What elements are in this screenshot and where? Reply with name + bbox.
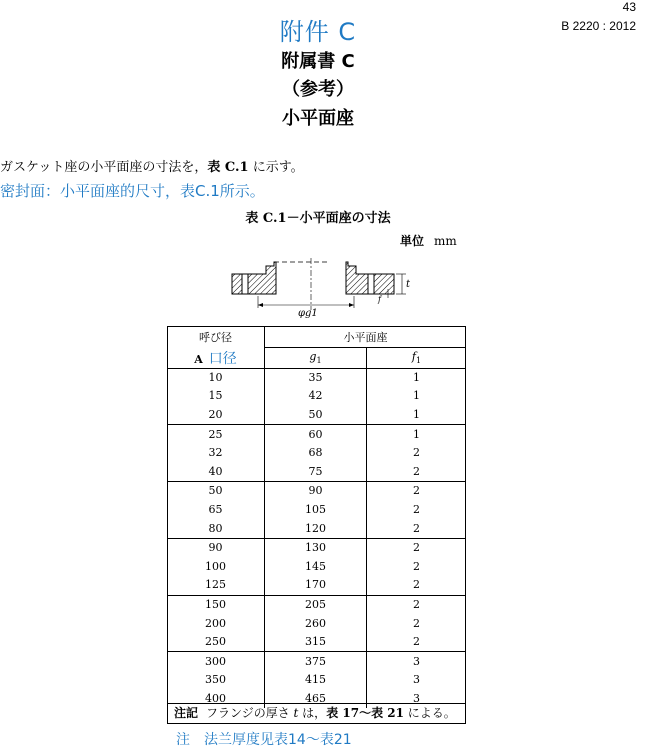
- table-row: [167, 595, 466, 614]
- g1-value-cell: 130: [265, 538, 367, 557]
- table-row: [167, 462, 466, 481]
- table-row: [167, 519, 466, 538]
- g1-value-cell: 75: [265, 462, 367, 481]
- intro-table-ref: 表 C.1: [207, 160, 249, 175]
- header-nominal: 呼び径: [167, 326, 265, 348]
- header-f1: $f_1$: [367, 348, 467, 369]
- f1-value-cell: 3: [413, 673, 420, 687]
- g1-value-cell: 120: [265, 519, 367, 538]
- f1-value-cell: 1: [413, 407, 420, 421]
- f1-value-cell: 2: [413, 635, 420, 649]
- nominal-size-cell: 100: [167, 557, 265, 576]
- g1-value-cell: 90: [265, 482, 367, 501]
- nominal-size-cell: 20: [167, 406, 265, 425]
- table-row: [167, 444, 466, 463]
- note-translation: 注 法兰厚度见表14～表21: [176, 732, 352, 748]
- note-label: 注記: [174, 706, 199, 720]
- f1-value-cell: 1: [413, 370, 420, 384]
- f1-value-cell: 2: [413, 446, 420, 460]
- f1-value-cell: 3: [367, 652, 467, 671]
- g1-value-cell: 42: [265, 387, 367, 406]
- nominal-size-cell: 250: [167, 633, 265, 652]
- nominal-size-cell: 40: [167, 462, 265, 481]
- unit-note: [400, 232, 457, 249]
- f1-value-cell: 2: [367, 538, 467, 557]
- section-title: 小平面座: [282, 108, 354, 129]
- intro-text-end: に示す。: [248, 160, 304, 175]
- figure-dimension-label: φg1: [298, 308, 318, 319]
- table-row: [167, 482, 466, 501]
- note-table-ref: 表 17～表 21: [326, 706, 404, 720]
- f1-value-cell: 2: [413, 559, 420, 573]
- svg-text:f: f: [378, 295, 381, 304]
- nominal-size-cell: 25: [167, 425, 265, 444]
- f1-value-cell: 2: [413, 521, 420, 535]
- table-row: [167, 576, 466, 595]
- unit-value: mm: [434, 234, 457, 248]
- f1-value-cell: 2: [367, 595, 467, 614]
- g1-value-cell: 50: [265, 406, 367, 425]
- table-body: [167, 368, 466, 708]
- g1-value-cell: 60: [265, 425, 367, 444]
- f1-value-cell: 3: [413, 691, 420, 705]
- nominal-size-cell: 80: [167, 519, 265, 538]
- g1-value-cell: 465: [265, 690, 367, 709]
- g1-value-cell: 105: [265, 501, 367, 520]
- note-text-end: による。: [403, 706, 456, 720]
- header-g1: $g_1$: [265, 348, 367, 369]
- nominal-size-cell: 150: [167, 595, 265, 614]
- header-group: 小平面座: [265, 326, 467, 348]
- g1-value-cell: 145: [265, 557, 367, 576]
- f1-value-cell: 2: [413, 464, 420, 478]
- annex-title-translation: 附件 C: [279, 18, 357, 46]
- f1-value-cell: 2: [367, 482, 467, 501]
- table-row: [167, 368, 466, 387]
- header-nominal-translation: 口径: [208, 350, 237, 367]
- table-row: [167, 406, 466, 425]
- nominal-size-cell: 350: [167, 671, 265, 690]
- table-row: [167, 614, 466, 633]
- annex-title: 附属書 C: [281, 51, 355, 72]
- nominal-size-cell: 10: [167, 368, 265, 387]
- nominal-size-cell: 90: [167, 538, 265, 557]
- table-title: 表 C.1－小平面座の寸法: [245, 211, 391, 226]
- f1-value-cell: 2: [413, 616, 420, 630]
- nominal-size-cell: 50: [167, 482, 265, 501]
- g1-value-cell: 375: [265, 652, 367, 671]
- dimension-table: [167, 326, 466, 708]
- g1-value-cell: 170: [265, 576, 367, 595]
- note-variable: t: [293, 706, 299, 720]
- g1-value-cell: 415: [265, 671, 367, 690]
- g1-value-cell: 205: [265, 595, 367, 614]
- g1-value-cell: 68: [265, 444, 367, 463]
- header-nominal-sub: A: [194, 352, 203, 366]
- g1-value-cell: 260: [265, 614, 367, 633]
- page-number: 43: [622, 0, 636, 14]
- header-nominal-sub-cell: [167, 348, 265, 369]
- f1-value-cell: 1: [367, 425, 467, 444]
- intro-translation: 密封面：小平面座的尺寸，表C.1所示。: [0, 182, 265, 200]
- svg-text:t: t: [406, 279, 411, 290]
- table-row: [167, 671, 466, 690]
- g1-value-cell: 35: [265, 368, 367, 387]
- intro-paragraph: [0, 156, 304, 175]
- note-text-start: フランジの厚さ: [206, 706, 294, 720]
- standard-number: B 2220 : 2012: [561, 19, 636, 33]
- table-note: [167, 703, 466, 724]
- nominal-size-cell: 200: [167, 614, 265, 633]
- table-row: [167, 538, 466, 557]
- nominal-size-cell: 32: [167, 444, 265, 463]
- raised-face-figure: [228, 258, 428, 320]
- nominal-size-cell: 300: [167, 652, 265, 671]
- nominal-size-cell: 400: [167, 690, 265, 709]
- nominal-size-cell: 15: [167, 387, 265, 406]
- table-row: [167, 633, 466, 652]
- intro-text-start: ガスケット座の小平面座の寸法を，: [0, 160, 208, 175]
- nominal-size-cell: 65: [167, 501, 265, 520]
- table-row: [167, 425, 466, 444]
- unit-label: 単位: [400, 234, 425, 248]
- nominal-size-cell: 125: [167, 576, 265, 595]
- reference-label: （参考）: [282, 79, 354, 100]
- f1-value-cell: 2: [413, 578, 420, 592]
- table-row: [167, 387, 466, 406]
- f1-value-cell: 2: [413, 502, 420, 516]
- note-text-mid: は，: [298, 706, 327, 720]
- f1-value-cell: 1: [413, 389, 420, 403]
- table-row: [167, 501, 466, 520]
- g1-value-cell: 315: [265, 633, 367, 652]
- table-row: [167, 652, 466, 671]
- table-row: [167, 557, 466, 576]
